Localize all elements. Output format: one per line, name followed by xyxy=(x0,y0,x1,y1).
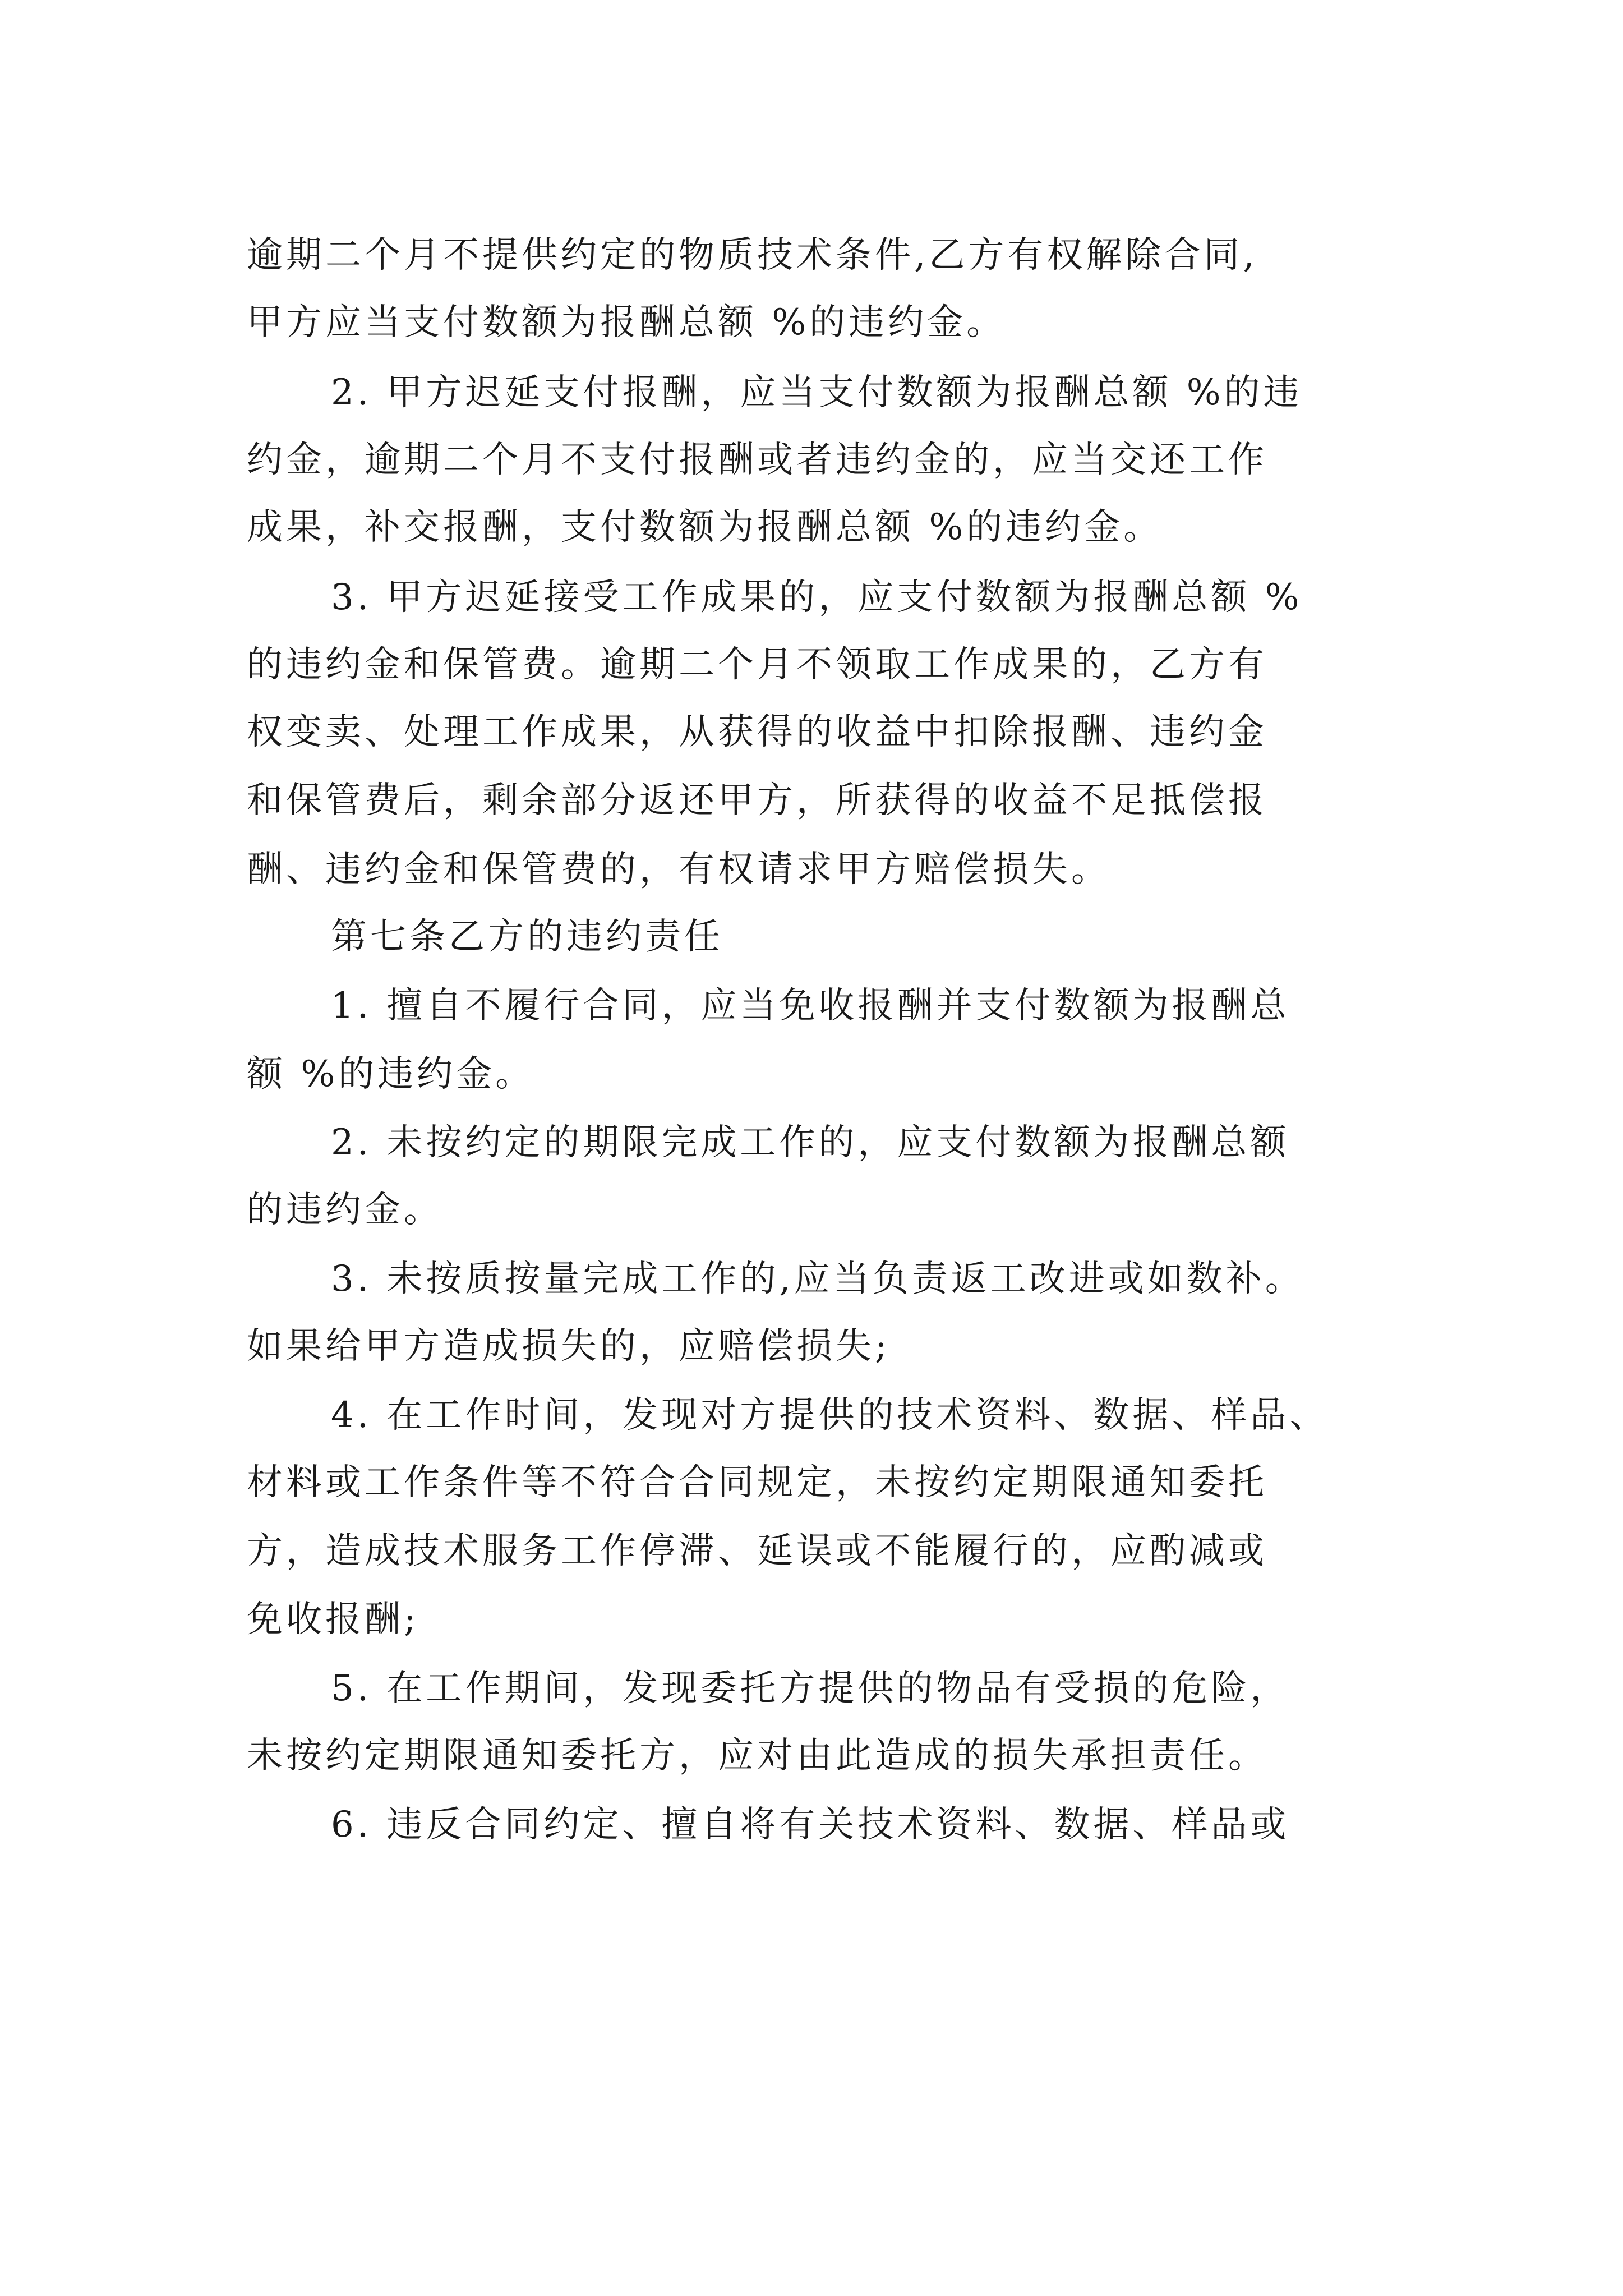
text-line: 的违约金和保管费。逾期二个月不领取工作成果的，乙方有 xyxy=(247,644,1267,685)
text-line: 2. 未按约定的期限完成工作的，应支付数额为报酬总额 xyxy=(331,1122,1290,1163)
text-line: 甲方应当支付数额为报酬总额 %的违约金。 xyxy=(247,302,1006,343)
text-line: 成果，补交报酬，支付数额为报酬总额 %的违约金。 xyxy=(247,507,1163,548)
text-line: 权变卖、处理工作成果，从获得的收益中扣除报酬、违约金 xyxy=(247,711,1267,753)
text-line: 额 %的违约金。 xyxy=(247,1053,535,1095)
text-line: 方，造成技术服务工作停滞、延误或不能履行的，应酌减或 xyxy=(247,1530,1267,1572)
text-line: 约金，逾期二个月不支付报酬或者违约金的，应当交还工作 xyxy=(247,439,1267,481)
text-line: 未按约定期限通知委托方，应对由此造成的损失承担责任。 xyxy=(247,1735,1267,1777)
text-line: 6. 违反合同约定、擅自将有关技术资料、数据、样品或 xyxy=(331,1804,1290,1846)
text-line: 酬、违约金和保管费的，有权请求甲方赔偿损失。 xyxy=(247,849,1110,890)
text-line: 5. 在工作期间，发现委托方提供的物品有受损的危险， xyxy=(331,1668,1290,1709)
section-heading: 第七条乙方的违约责任 xyxy=(331,916,723,958)
text-line: 1. 擅自不履行合同，应当免收报酬并支付数额为报酬总 xyxy=(331,985,1290,1027)
text-line: 4. 在工作时间，发现对方提供的技术资料、数据、样品、 xyxy=(331,1395,1329,1436)
text-line: 和保管费后，剩余部分返还甲方，所获得的收益不足抵偿报 xyxy=(247,780,1267,821)
text-line: 2. 甲方迟延支付报酬，应当支付数额为报酬总额 %的违 xyxy=(331,372,1303,413)
text-line: 的违约金。 xyxy=(247,1189,443,1231)
text-line: 逾期二个月不提供约定的物质技术条件,乙方有权解除合同, xyxy=(247,234,1258,276)
text-line: 3. 甲方迟延接受工作成果的，应支付数额为报酬总额 % xyxy=(331,577,1303,618)
text-line: 3. 未按质按量完成工作的,应当负责返工改进或如数补。 xyxy=(331,1258,1304,1300)
text-line: 材料或工作条件等不符合合同规定，未按约定期限通知委托 xyxy=(247,1462,1267,1503)
text-line: 如果给甲方造成损失的，应赔偿损失; xyxy=(247,1326,891,1367)
text-line: 免收报酬; xyxy=(247,1599,419,1640)
